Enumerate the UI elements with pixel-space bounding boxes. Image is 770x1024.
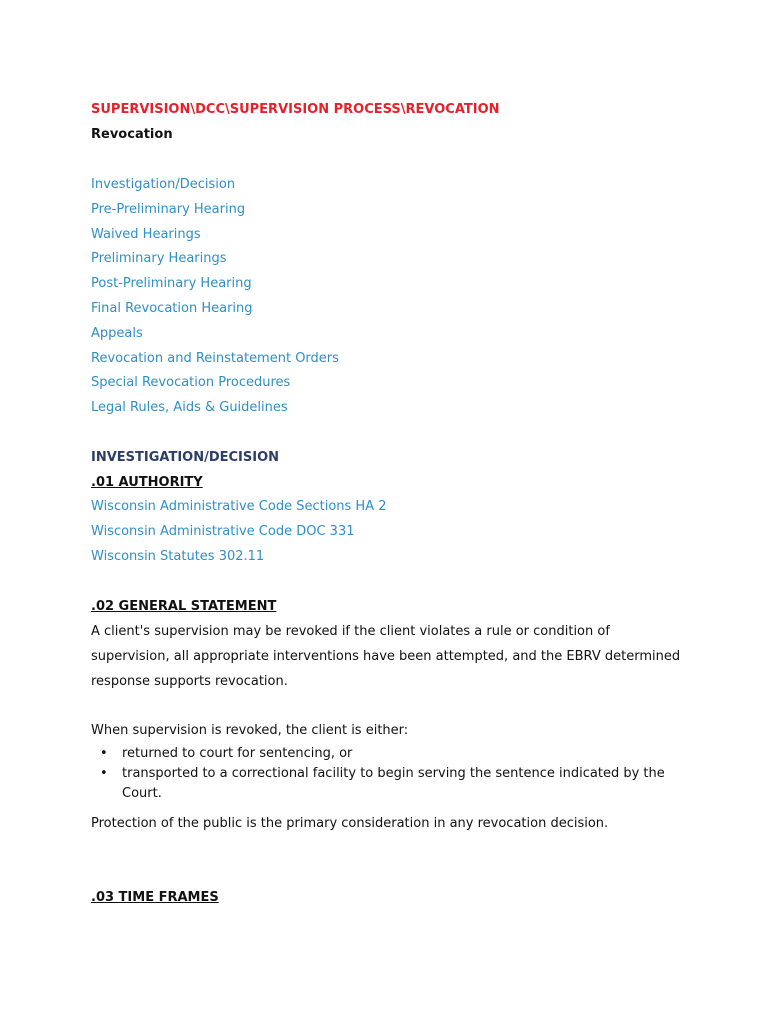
page-title: Revocation — [91, 127, 173, 142]
breadcrumb: SUPERVISION\DCC\SUPERVISION PROCESS\REVOCATION — [91, 102, 500, 117]
bullet-icon: • — [100, 746, 108, 761]
toc-link-special-revocation-procedures[interactable]: Special Revocation Procedures — [91, 375, 291, 390]
list-item — [91, 744, 691, 764]
revoked-outcomes-list — [91, 744, 691, 804]
toc-link-post-preliminary-hearing[interactable]: Post-Preliminary Hearing — [91, 276, 252, 291]
toc-link-pre-preliminary-hearing[interactable]: Pre-Preliminary Hearing — [91, 202, 246, 217]
protection-paragraph: Protection of the public is the primary consideration in any revocation decision. — [91, 816, 609, 831]
revoked-intro-text: When supervision is revoked, the client is either: — [91, 723, 409, 738]
section-heading-investigation-decision: INVESTIGATION/DECISION — [91, 450, 280, 465]
time-frames-heading: .03 TIME FRAMES — [91, 890, 219, 905]
list-item-text: transported to a correctional facility to begin serving the sentence indicated by the Court. — [122, 766, 665, 801]
authority-ref-doc331[interactable]: Wisconsin Administrative Code DOC 331 — [91, 524, 355, 539]
toc-link-waived-hearings[interactable]: Waived Hearings — [91, 227, 201, 242]
general-statement-paragraph: A client's supervision may be revoked if the client violates a rule or condition of supervision, all appropriate interventions have been attempted, and the EBRV determined response supports revocation. — [91, 624, 681, 689]
authority-heading: .01 AUTHORITY — [91, 475, 203, 490]
toc-link-final-revocation-hearing[interactable]: Final Revocation Hearing — [91, 301, 253, 316]
toc-link-appeals[interactable]: Appeals — [91, 326, 143, 341]
toc-link-legal-rules-aids-guidelines[interactable]: Legal Rules, Aids & Guidelines — [91, 400, 288, 415]
list-item-text: returned to court for sentencing, or — [122, 746, 353, 761]
list-item — [91, 764, 691, 804]
general-statement-heading: .02 GENERAL STATEMENT — [91, 599, 277, 614]
authority-ref-statute-302-11[interactable]: Wisconsin Statutes 302.11 — [91, 549, 265, 564]
toc-link-preliminary-hearings[interactable]: Preliminary Hearings — [91, 251, 227, 266]
authority-ref-ha2[interactable]: Wisconsin Administrative Code Sections HA 2 — [91, 499, 387, 514]
toc-link-investigation-decision[interactable]: Investigation/Decision — [91, 177, 236, 192]
toc-link-revocation-reinstatement-orders[interactable]: Revocation and Reinstatement Orders — [91, 351, 339, 366]
bullet-icon: • — [100, 766, 108, 781]
